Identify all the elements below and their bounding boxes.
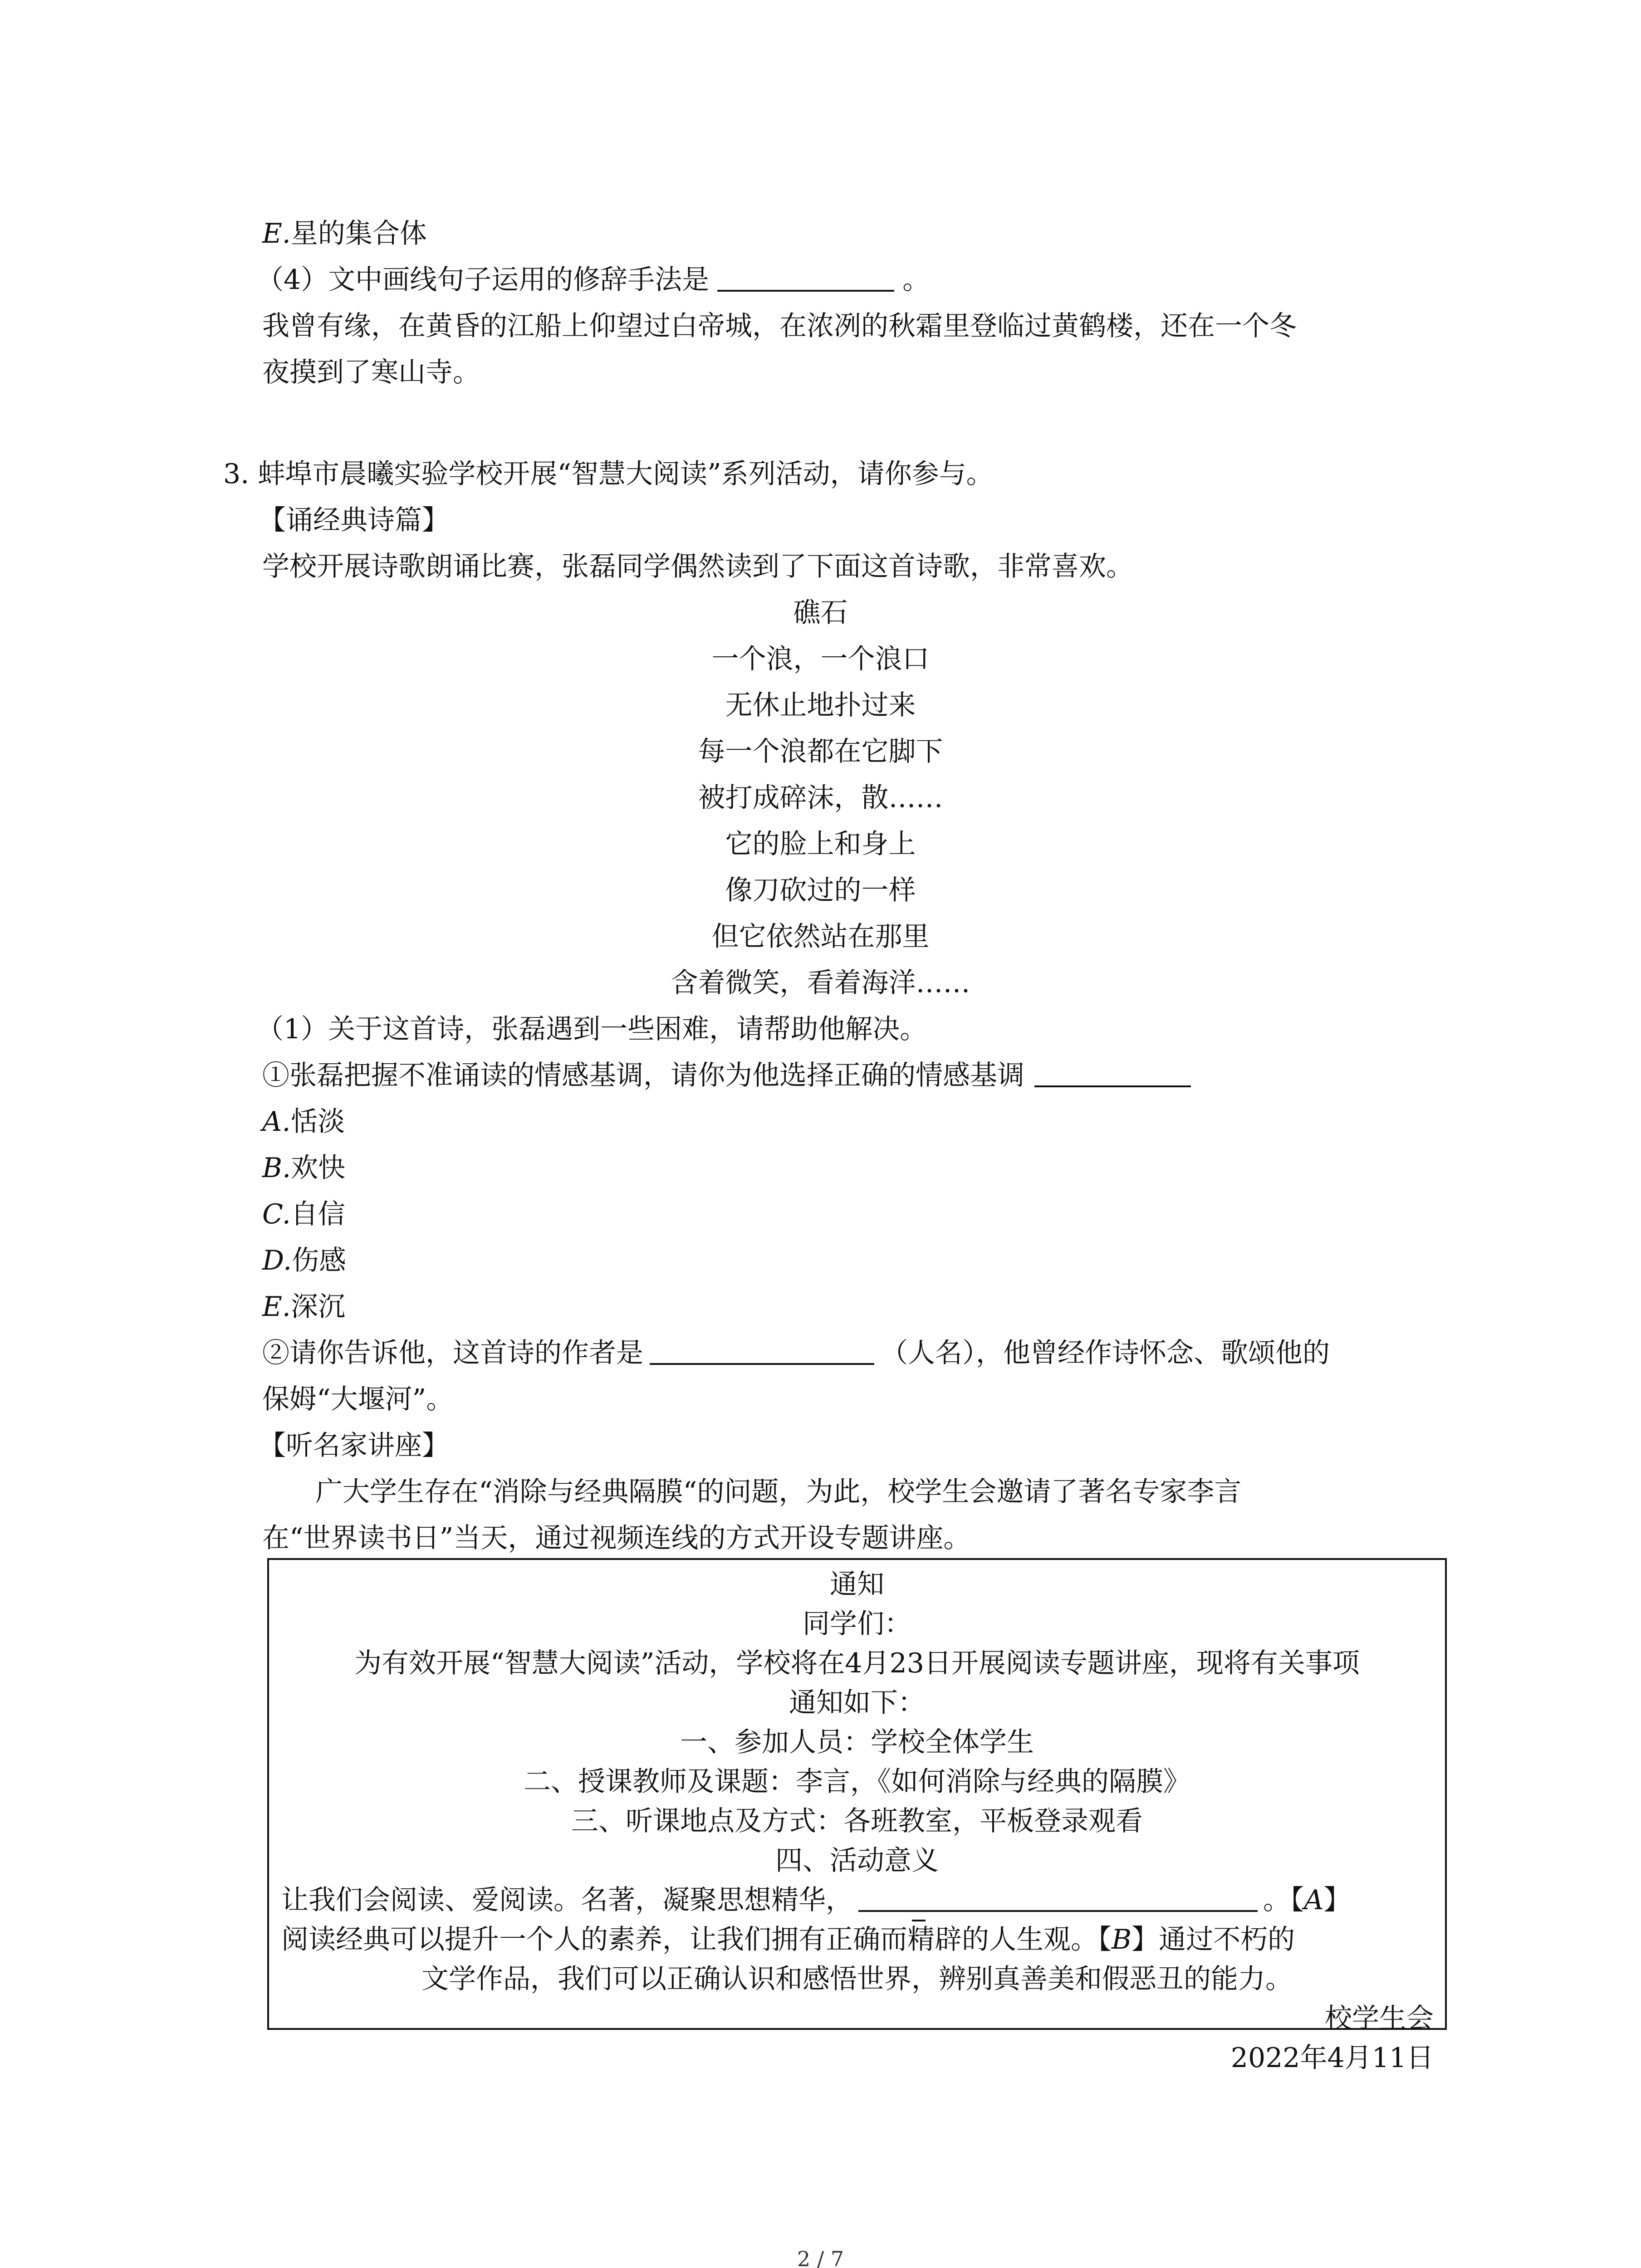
- notice-body-line-1: 为有效开展“智慧大阅读”活动，学校将在4月23日开展阅读专题讲座，现将有关事项: [354, 1647, 1360, 1679]
- underline-mark: [912, 1920, 926, 1921]
- answer-blank[interactable]: [717, 263, 894, 292]
- poem-line: 无休止地扑过来: [725, 689, 916, 721]
- lecture-paragraph-line-1: 广大学生存在“消除与经典隔膜“的问题，为此，校学生会邀请了著名专家李言: [315, 1476, 1242, 1508]
- notice-signature: 校学生会: [1325, 2003, 1434, 2034]
- sub-question-1-part-2-line-2: 保姆“大堰河”。: [262, 1383, 454, 1415]
- sub-question-1-part-1-text: ①张磊把握不准诵读的情感基调，请你为他选择正确的情感基调: [262, 1060, 1024, 1091]
- sub-question-4-end: 。: [902, 264, 930, 296]
- option-letter: D.: [262, 1245, 292, 1276]
- option-text: 星的集合体: [290, 218, 427, 249]
- notice-meaning-text: 】通过不朽的: [1132, 1924, 1295, 1955]
- option-letter: C.: [262, 1198, 291, 1230]
- sub-question-4-text: （4）文中画线句子运用的修辞手法是: [256, 264, 710, 296]
- option-letter: E.: [262, 1291, 291, 1323]
- passage-line-1: 我曾有缘，在黄昏的江船上仰望过白帝城，在浓冽的秋霜里登临过黄鹤楼，还在一个冬: [262, 310, 1297, 342]
- sub-question-1-part-2-text: ②请你告诉他，这首诗的作者是: [262, 1337, 643, 1369]
- option-letter: A.: [262, 1106, 291, 1138]
- section-title-recite: 【诵经典诗篇】: [259, 504, 449, 536]
- poem-title: 礁石: [793, 597, 848, 629]
- notice-item-2: 二、授课教师及课题：李言，《如何消除与经典的隔膜》: [524, 1766, 1190, 1798]
- notice-meaning-punct: 。【: [1263, 1884, 1304, 1916]
- notice-meaning-line-2: [281, 1921, 1295, 1958]
- notice-meaning-text: 让我们会阅读、爱阅读。名著，凝聚思想精华，: [281, 1884, 853, 1916]
- option-text: 自信: [290, 1198, 345, 1230]
- page-number: 2 / 7: [797, 2247, 844, 2268]
- option-text: 恬淡: [290, 1106, 345, 1138]
- option-text: 伤感: [292, 1245, 347, 1276]
- sub-question-1-part-2: [262, 1335, 1330, 1371]
- answer-blank[interactable]: [650, 1336, 874, 1365]
- notice-greeting: 同学们：: [803, 1608, 911, 1640]
- sub-question-1-part-2-tail: （人名），他曾经作诗怀念、歌颂他的: [881, 1337, 1330, 1369]
- poem-line: 含着微笑，看着海洋……: [671, 967, 970, 999]
- poem-line: 每一个浪都在它脚下: [698, 736, 943, 767]
- answer-blank[interactable]: [858, 1883, 1258, 1912]
- option-text: 欢快: [291, 1152, 346, 1184]
- option-a: [262, 1104, 345, 1140]
- marker-a: A: [1304, 1884, 1324, 1916]
- sub-question-4: [256, 262, 930, 298]
- notice-meaning-bracket: 】: [1323, 1884, 1351, 1916]
- poem-line: 被打成碎沫，散……: [698, 782, 943, 814]
- question-3-stem: 3. 蚌埠市晨曦实验学校开展“智慧大阅读”系列活动，请你参与。: [223, 458, 994, 490]
- option-text: 深沉: [290, 1291, 345, 1323]
- option-e: [262, 1289, 345, 1325]
- poem-line: 它的脸上和身上: [725, 828, 916, 860]
- notice-meaning-line-3: 文学作品，我们可以正确认识和感悟世界，辨别真善美和假恶丑的能力。: [421, 1963, 1293, 1995]
- option-d: [262, 1242, 346, 1279]
- option-b: [262, 1150, 345, 1186]
- option-letter: B.: [262, 1152, 291, 1184]
- notice-date: 2022年4月11日: [1230, 2042, 1434, 2074]
- option-c: [262, 1196, 345, 1232]
- option-letter: E.: [262, 218, 291, 249]
- notice-body-line-2: 通知如下：: [789, 1687, 925, 1719]
- notice-meaning-text: 阅读经典可以提升一个人的素养，让我们拥有正确而精辟的人生观。【: [281, 1924, 1112, 1955]
- passage-line-2: 夜摸到了寒山寺。: [262, 357, 480, 388]
- section-intro: 学校开展诗歌朗诵比赛，张磊同学偶然读到了下面这首诗歌，非常喜欢。: [262, 551, 1133, 582]
- option-e: [262, 215, 427, 252]
- notice-item-1: 一、参加人员：学校全体学生: [680, 1726, 1034, 1758]
- lecture-paragraph-line-2: 在“世界读书日”当天，通过视频连线的方式开设专题讲座。: [262, 1522, 971, 1554]
- notice-title: 通知: [830, 1569, 884, 1600]
- sub-question-1-stem: （1）关于这首诗，张磊遇到一些困难，请帮助他解决。: [256, 1013, 927, 1045]
- marker-b: B: [1112, 1924, 1132, 1955]
- notice-item-4: 四、活动意义: [775, 1845, 939, 1877]
- notice-item-3: 三、听课地点及方式：各班教室，平板登录观看: [571, 1805, 1143, 1837]
- poem-line: 但它依然站在那里: [711, 921, 930, 953]
- section-title-lecture: 【听名家讲座】: [259, 1430, 449, 1461]
- answer-blank[interactable]: [1034, 1058, 1191, 1087]
- notice-meaning-line-1: [281, 1882, 1351, 1918]
- poem-line: 一个浪，一个浪口: [711, 643, 930, 675]
- poem-line: 像刀砍过的一样: [725, 875, 916, 906]
- sub-question-1-part-1: [262, 1057, 1191, 1094]
